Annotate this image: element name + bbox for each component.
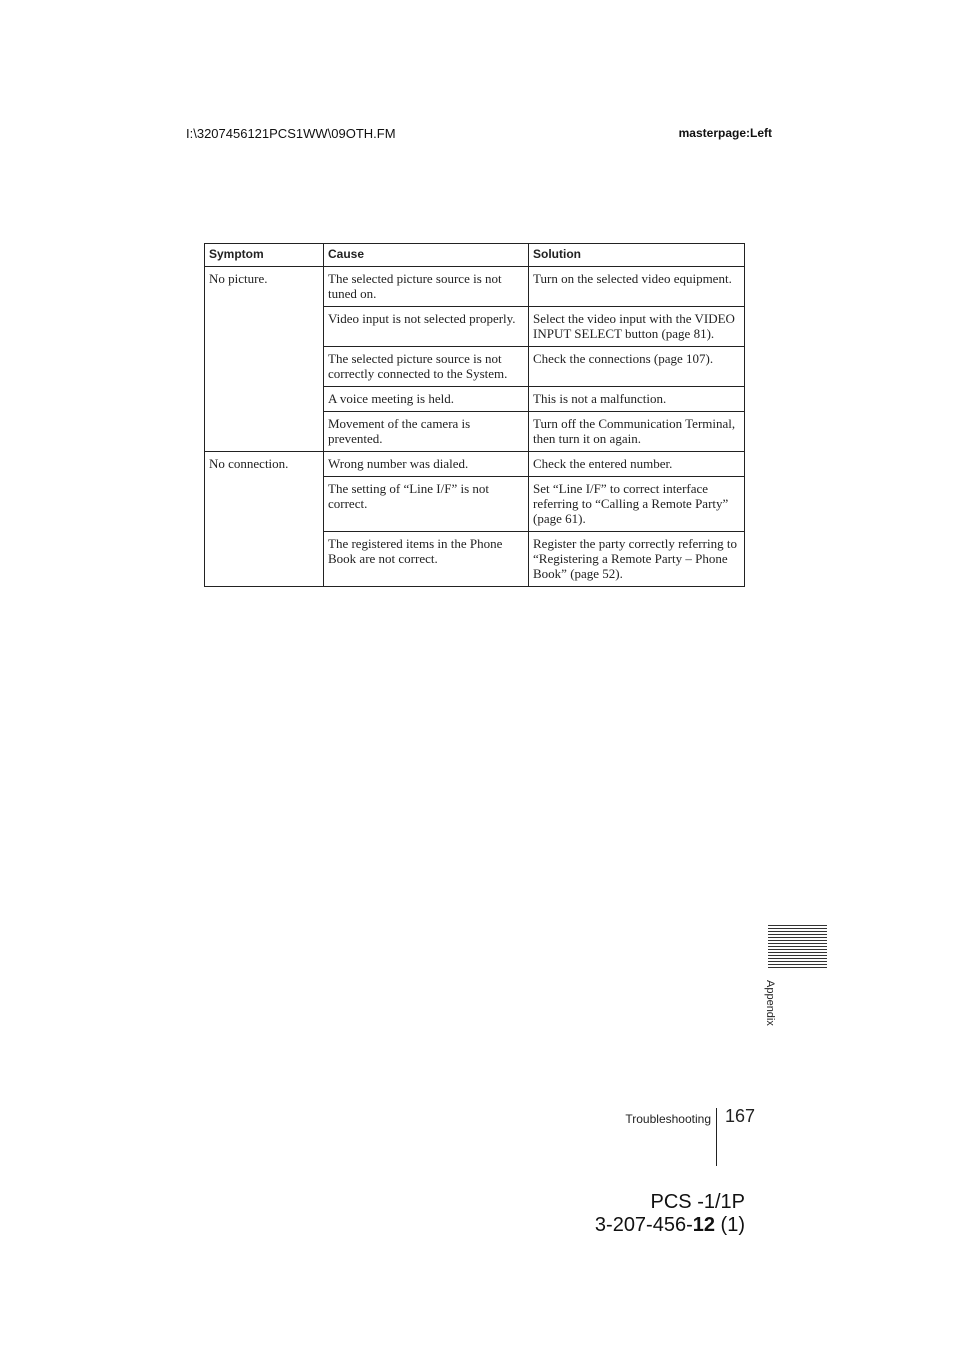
cause-cell: The setting of “Line I/F” is not correct. (324, 477, 529, 532)
table-header-row (205, 244, 745, 267)
solution-cell: Select the video input with the VIDEO INPUT SELECT button (page 81). (529, 307, 745, 347)
model-number: PCS -1/1P (650, 1191, 745, 1213)
table-row (205, 267, 745, 307)
symptom-cell: No connection. (205, 452, 324, 587)
footer-section-title: Troubleshooting (625, 1112, 711, 1126)
solution-cell: Register the party correctly referring to “Registering a Remote Party – Phone Book” (page 52). (529, 532, 745, 587)
header-symptom: Symptom (205, 244, 324, 267)
document-code (595, 1214, 745, 1237)
cause-cell: The selected picture source is not correctly connected to the System. (324, 347, 529, 387)
cause-cell: The registered items in the Phone Book are not correct. (324, 532, 529, 587)
masterpage-label: masterpage:Left (678, 126, 772, 140)
document-code-bold: 12 (692, 1214, 715, 1236)
file-path: I:\3207456121PCS1WW\09OTH.FM (186, 126, 396, 141)
cause-cell: A voice meeting is held. (324, 387, 529, 412)
header-cause: Cause (324, 244, 529, 267)
cause-cell: Video input is not selected properly. (324, 307, 529, 347)
footer-divider (716, 1108, 717, 1166)
header-solution: Solution (529, 244, 745, 267)
symptom-cell: No picture. (205, 267, 324, 452)
section-tab-label: Appendix (764, 980, 776, 1026)
document-code-suffix: (1) (715, 1214, 745, 1236)
page-number: 167 (725, 1106, 756, 1126)
document-code-prefix: 3-207-456- (594, 1214, 693, 1236)
cause-cell: Movement of the camera is prevented. (324, 412, 529, 452)
solution-cell: Check the entered number. (529, 452, 745, 477)
solution-cell: Check the connections (page 107). (529, 347, 745, 387)
troubleshooting-table (204, 243, 745, 587)
cause-cell: Wrong number was dialed. (324, 452, 529, 477)
solution-cell: Turn on the selected video equipment. (529, 267, 745, 307)
solution-cell: Set “Line I/F” to correct interface referring to “Calling a Remote Party” (page 61). (529, 477, 745, 532)
cause-cell: The selected picture source is not tuned on. (324, 267, 529, 307)
section-tab-marker (768, 925, 827, 970)
solution-cell: Turn off the Communication Terminal, then turn it on again. (529, 412, 745, 452)
table-row (205, 452, 745, 477)
solution-cell: This is not a malfunction. (529, 387, 745, 412)
